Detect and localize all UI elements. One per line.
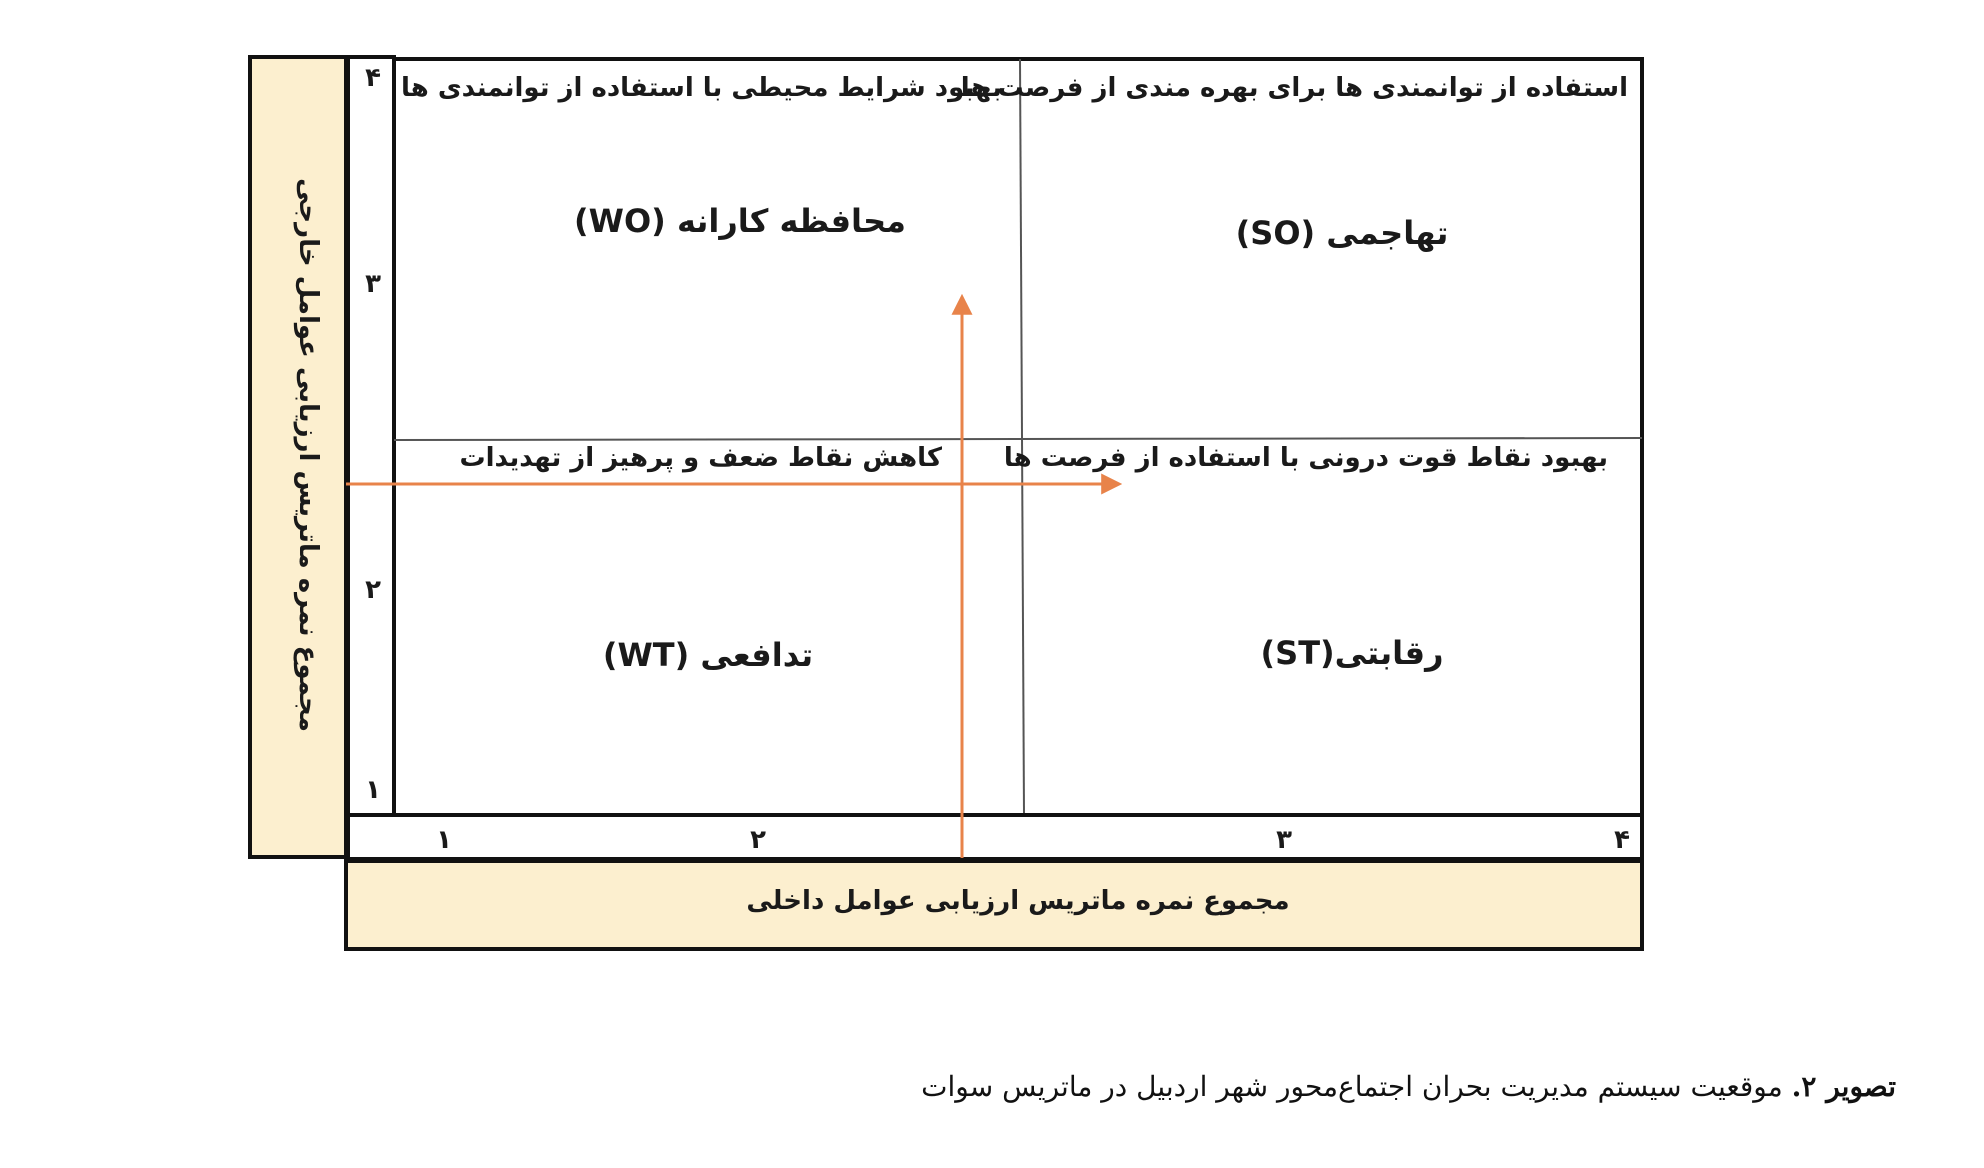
quadrant-wt-strategy: تدافعی (WT) <box>602 636 814 674</box>
quadrant-bottom-right-header: بهبود نقاط قوت درونی با استفاده از فرصت ها <box>1003 443 1608 473</box>
matrix-box <box>394 59 1642 815</box>
y-tick-3: ۳ <box>365 269 381 299</box>
quadrant-wo-strategy: محافظه کارانه (WO) <box>574 202 906 240</box>
y-axis-label: مجموع نمره ماتریس ارزیابی عوامل خارجی <box>293 178 323 732</box>
figure-caption-label: تصویر ۲. <box>1791 1070 1896 1103</box>
x-tick-2: ۲ <box>750 825 766 855</box>
quadrant-top-left-header: بهبود شرایط محیطی با استفاده از توانمندی ها <box>401 73 1002 103</box>
quadrant-bottom-left-header: کاهش نقاط ضعف و پرهیز از تهدیدات <box>459 443 942 473</box>
y-axis-tick-strip <box>348 57 394 815</box>
y-tick-1: ۱ <box>365 775 381 805</box>
quadrant-top-right-header: استفاده از توانمندی ها برای بهره مندی از فرصت ها <box>960 73 1628 103</box>
quadrant-st-strategy: رقابتی(ST) <box>1260 634 1444 672</box>
quadrant-so-strategy: تهاجمی (SO) <box>1235 214 1449 252</box>
figure-caption <box>921 1070 1896 1103</box>
x-tick-1: ۱ <box>436 825 452 855</box>
x-tick-3: ۳ <box>1276 825 1292 855</box>
y-tick-4: ۴ <box>365 63 381 93</box>
x-axis-label: مجموع نمره ماتریس ارزیابی عوامل داخلی <box>746 886 1290 916</box>
y-tick-2: ۲ <box>365 575 381 605</box>
x-axis-tick-strip <box>348 815 1642 859</box>
x-tick-4: ۴ <box>1614 825 1630 855</box>
figure-caption-text: موقعیت سیستم مدیریت بحران اجتماع‌محور شهر اردبیل در ماتریس سوات <box>921 1070 1792 1103</box>
